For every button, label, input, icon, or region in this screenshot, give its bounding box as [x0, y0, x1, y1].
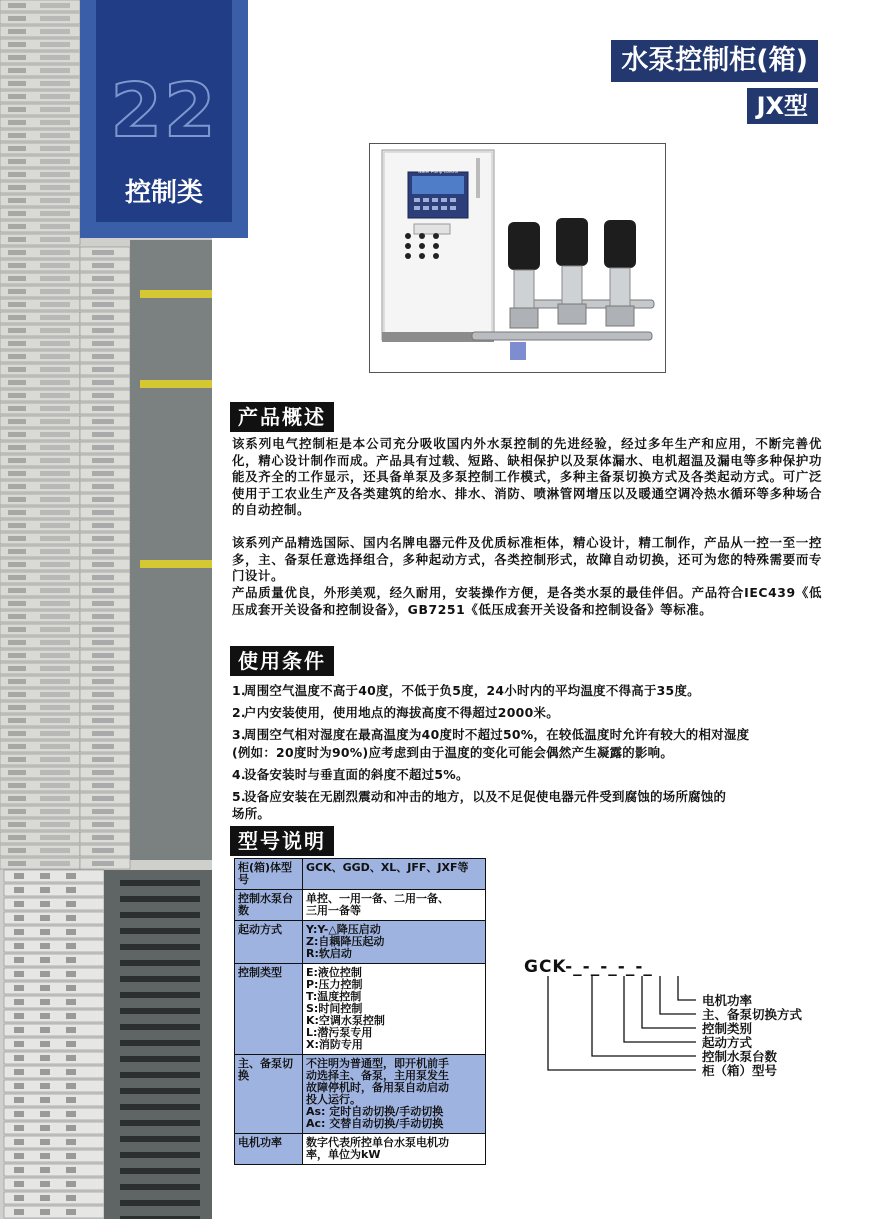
- condition-item: 2.户内安装使用，使用地点的海拔高度不得超过2000米。: [232, 705, 559, 720]
- model-value-line: Z:自耦降压起动: [306, 935, 385, 948]
- model-value-line: 动选择主、备泵，主用泵发生: [306, 1069, 449, 1082]
- model-table-row: [235, 890, 486, 921]
- diagram-label: 电机功率: [702, 993, 753, 1008]
- model-code: GCK-_-_-_-_-_: [524, 957, 653, 977]
- model-code-diagram: [520, 956, 830, 1086]
- condition-item-continuation: 场所。: [232, 806, 271, 821]
- model-value-line: T:温度控制: [306, 990, 362, 1003]
- condition-item: 4.设备安装时与垂直面的斜度不超过5%。: [232, 767, 469, 782]
- section-heading-overview: 产品概述: [230, 402, 334, 432]
- model-row-key: 控制水泵台数: [235, 890, 303, 921]
- model-row-value: [303, 1055, 486, 1134]
- model-table-row: [235, 1055, 486, 1134]
- model-value-line: P:压力控制: [306, 978, 363, 991]
- condition-item-continuation: (例如：20度时为90%)应考虑到由于温度的变化可能会偶然产生凝露的影响。: [232, 745, 674, 760]
- condition-item: 1.周围空气温度不高于40度，不低于负5度，24小时内的平均温度不得高于35度。: [232, 683, 700, 698]
- page-title: 水泵控制柜(箱): [611, 40, 818, 82]
- model-row-key: 主、备泵切换: [235, 1055, 303, 1134]
- model-value-line: 单控、一用一备、二用一备、: [306, 892, 449, 905]
- model-value-line: Ac: 交替自动切换/手动切换: [306, 1117, 444, 1130]
- diagram-label: 起动方式: [702, 1035, 753, 1050]
- model-row-value: [303, 921, 486, 964]
- model-value-line: 故障停机时，备用泵自动启动: [306, 1081, 449, 1094]
- page-number: 22: [110, 68, 218, 154]
- model-value-line: 不注明为普通型，即开机前手: [306, 1057, 449, 1070]
- model-value-line: K:空调水泵控制: [306, 1014, 385, 1027]
- model-row-key: 电机功率: [235, 1134, 303, 1165]
- diagram-label: 控制水泵台数: [702, 1049, 778, 1064]
- model-value-line: As: 定时自动切换/手动切换: [306, 1105, 444, 1118]
- model-row-value: [303, 964, 486, 1055]
- model-table-row: [235, 1134, 486, 1165]
- overview-paragraph-3: 产品质量优良，外形美观，经久耐用，安装操作方便，是各类水泵的最佳伴侣。产品符合IEC439《低压成套开关设备和控制设备》，GB7251《低压成套开关设备和控制设备》等标准。: [232, 585, 822, 617]
- model-value-line: S:时间控制: [306, 1002, 363, 1015]
- model-value-line: 三用一备等: [306, 904, 361, 917]
- pump-1: [508, 222, 540, 328]
- diagram-label: 控制类别: [702, 1021, 753, 1036]
- model-value-line: X:消防专用: [306, 1038, 363, 1051]
- model-value-line: GCK、GGD、XL、JFF、JXF等: [306, 861, 469, 874]
- section-heading-conditions: 使用条件: [230, 646, 334, 676]
- model-value-line: R:软启动: [306, 947, 352, 960]
- model-value-line: Y:Y-△降压启动: [306, 923, 381, 936]
- section-heading-models: 型号说明: [230, 826, 334, 856]
- model-value-line: 投人运行。: [306, 1093, 361, 1106]
- overview-paragraph-1: 该系列电气控制柜是本公司充分吸收国内外水泵控制的先进经验，经过多年生产和应用，不断完善优化，精心设计制作而成。产品具有过载、短路、缺相保护以及泵体漏水、电机超温及漏电等多种保护功能及齐全的工作显示，还具备单泵及多泵控制工作模式，多种主备泵切换方式及各类起动方式。可广泛使用于工农业生产及各类建筑的给水、排水、消防、喷淋管网增压以及暖通空调冷热水循环等多种场合的自动控制。: [232, 436, 822, 518]
- condition-item: 5.设备应安装在无剧烈震动和冲击的地方，以及不足促使电器元件受到腐蚀的场所腐蚀的: [232, 789, 727, 804]
- model-table-row: [235, 921, 486, 964]
- diagram-label: 柜（箱）型号: [702, 1063, 778, 1078]
- model-value-line: L:潜污泵专用: [306, 1026, 373, 1039]
- category-label: 控制类: [124, 178, 203, 208]
- model-row-key: 柜(箱)体型号: [235, 859, 303, 890]
- model-table-row: [235, 964, 486, 1055]
- model-table: [234, 858, 486, 1165]
- model-value-line: 数字代表所控单台水泵电机功: [306, 1136, 449, 1149]
- model-row-value: [303, 859, 486, 890]
- product-photo: [369, 143, 666, 373]
- diagram-label: 主、备泵切换方式: [702, 1007, 803, 1022]
- model-row-value: [303, 890, 486, 921]
- pump-3: [604, 220, 636, 326]
- diagram-leader-lines: [548, 976, 696, 1070]
- model-row-key: 起动方式: [235, 921, 303, 964]
- condition-item: 3.周围空气相对湿度在最高温度为40度时不超过50%，在较低温度时允许有较大的相对湿度: [232, 727, 750, 742]
- model-row-value: [303, 1134, 486, 1165]
- page-subtitle: JX型: [747, 88, 818, 124]
- model-value-line: 率，单位为kW: [306, 1148, 381, 1161]
- model-table-row: [235, 859, 486, 890]
- model-value-line: E:液位控制: [306, 966, 362, 979]
- display-caption: Water Pump Control: [417, 169, 459, 174]
- model-row-key: 控制类型: [235, 964, 303, 1055]
- pump-2: [556, 218, 588, 324]
- overview-paragraph-2: 该系列产品精选国际、国内名牌电器元件及优质标准柜体，精心设计，精工制作，产品从一控一至一控多，主、备泵任意选择组合，多种起动方式，各类控制形式，故障自动切换，还可为您的特殊需要而专门设计。: [232, 535, 822, 584]
